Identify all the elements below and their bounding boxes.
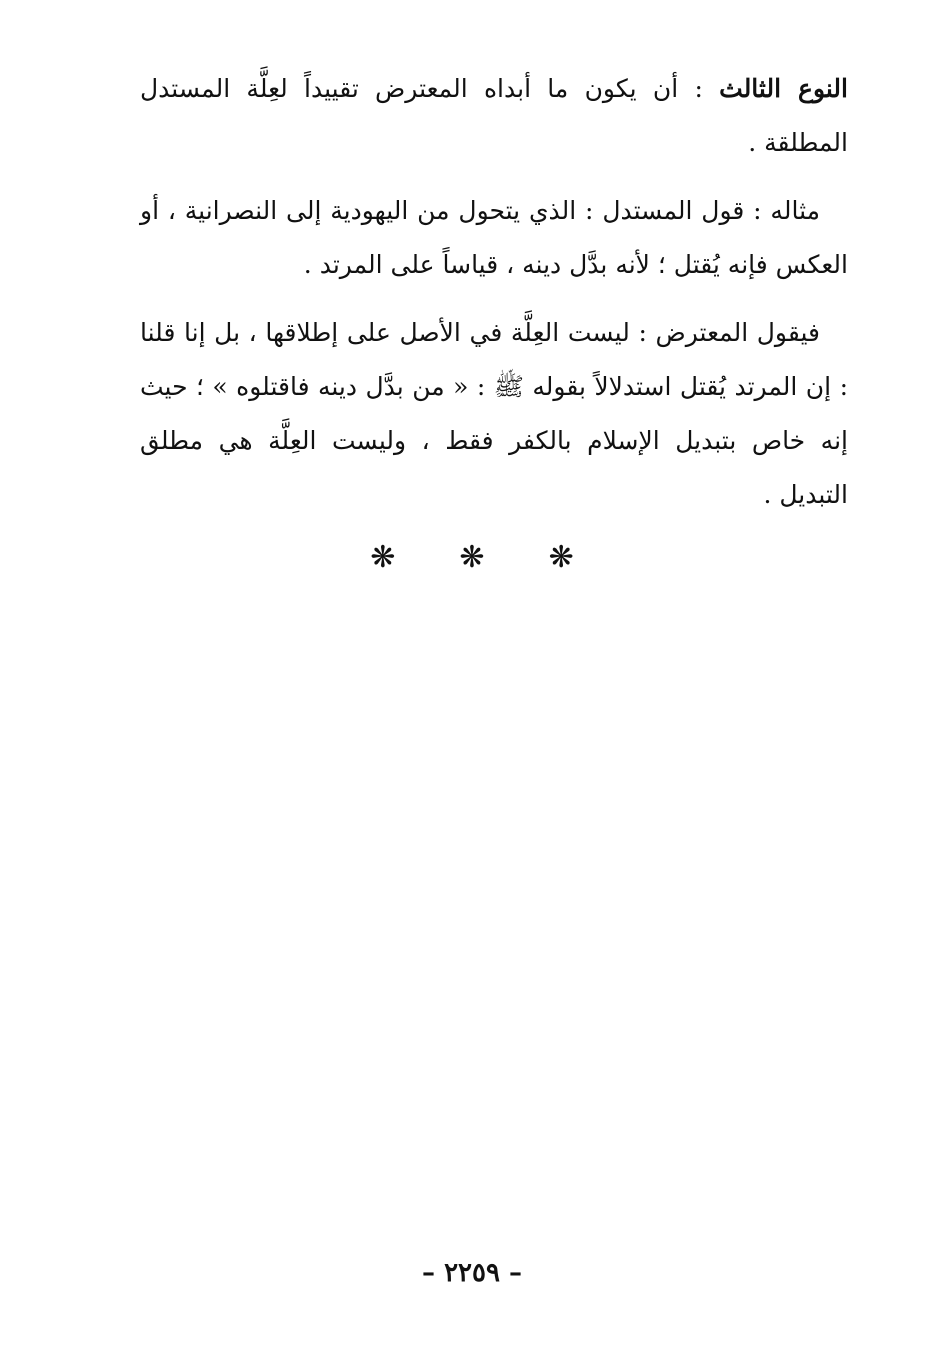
asterisk-icon: ❋ [370,540,396,575]
paragraph-example [140,184,848,292]
paragraph-text: : أن يكون ما أبداه المعترض تقييداً لعِلَّة المستدل المطلقة . [140,74,848,157]
asterisk-icon: ❋ [459,540,485,575]
page-number: – ٢٢٥٩ – [422,1258,522,1288]
paragraph-objection [140,306,848,522]
paragraph-text: فيقول المعترض : ليست العِلَّة في الأصل على إطلاقها ، بل إنا قلنا : إن المرتد يُقتل استدلالاً بقوله ﷺ : « من بدَّل دينه فاقتلوه » ؛ حيث إنه خاص بتبديل الإسلام بالكفر فقط ، وليست العِلَّة هي مطلق التبديل . [140,318,848,509]
text-body [140,62,848,536]
asterisk-icon: ❋ [548,540,574,575]
section-term: النوع الثالث [719,74,848,103]
section-separator [0,540,944,575]
paragraph-third-type [140,62,848,170]
paragraph-text: مثاله : قول المستدل : الذي يتحول من اليهودية إلى النصرانية ، أو العكس فإنه يُقتل ؛ لأنه بدَّل دينه ، قياساً على المرتد . [140,196,848,279]
